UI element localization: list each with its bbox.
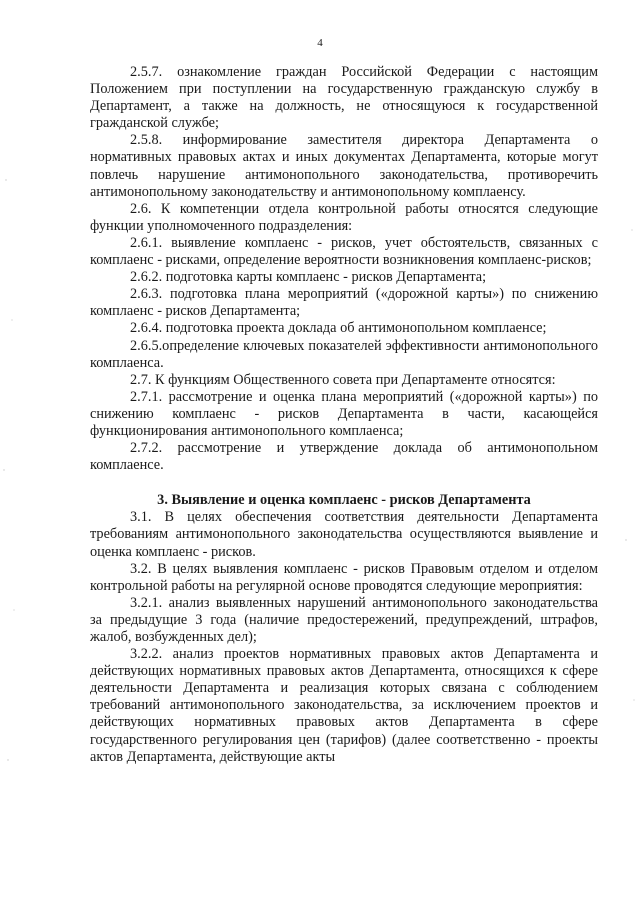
paragraph-2-6-5: 2.6.5.определение ключевых показателей эффективности антимонопольного комплаенса. <box>90 337 598 371</box>
document-body <box>90 64 598 766</box>
paragraph-3-2-2: 3.2.2. анализ проектов нормативных правовых актов Департамента и действующих нормативных правовых актов Департамента, относящихся к сфере деятельности Департамента и реализация которых связана с соблюдением требований антимонопольного законодательства, за исключением проектов и действующих нормативных правовых актов Департамента в сфере государственного регулирования цен (тарифов) (далее соответственно - проекты актов Департамента, действующие акты <box>90 646 598 765</box>
paragraph-2-6-3: 2.6.3. подготовка плана мероприятий («дорожной карты») по снижению комплаенс - рисков Департамента; <box>90 286 598 320</box>
paragraph-2-6-1: 2.6.1. выявление комплаенс - рисков, учет обстоятельств, связанных с комплаенс - рисками, определение вероятности возникновения комплаенс-рисков; <box>90 234 598 269</box>
paragraph-2-7: 2.7. К функциям Общественного совета при Департаменте относятся: <box>130 371 556 388</box>
section-heading: 3. Выявление и оценка комплаенс - рисков Департамента <box>157 492 531 509</box>
paragraph-2-6-4: 2.6.4. подготовка проекта доклада об антимонопольном комплаенсе; <box>130 320 547 337</box>
page-number: 4 <box>317 37 323 49</box>
paragraph-3-2-1: 3.2.1. анализ выявленных нарушений антимонопольного законодательства за предыдущие 3 года (наличие предостережений, предупреждений, штрафов, жалоб, возбужденных дел); <box>90 594 598 645</box>
paragraph-3-1: 3.1. В целях обеспечения соответствия деятельности Департамента требованиям антимонопольного законодательства осуществляются выявление и оценка комплаенс - рисков. <box>90 509 598 560</box>
paragraph-2-6: 2.6. К компетенции отдела контрольной работы относятся следующие функции уполномоченного подразделения: <box>90 200 598 234</box>
paragraph-2-7-2: 2.7.2. рассмотрение и утверждение доклада об антимонопольном комплаенсе. <box>90 440 598 474</box>
paragraph-2-5-7: 2.5.7. ознакомление граждан Российской Федерации с настоящим Положением при поступлении на государственную гражданскую службу в Департамент, а также на должность, не относящуюся к государственной гражданской службе; <box>90 64 598 132</box>
paragraph-2-7-1: 2.7.1. рассмотрение и оценка плана мероприятий («дорожной карты») по снижению комплаенс - рисков Департамента в части, касающейся функционирования антимонопольного комплаенса; <box>90 388 598 439</box>
paragraph-2-6-2: 2.6.2. подготовка карты комплаенс - рисков Департамента; <box>130 269 487 286</box>
paragraph-2-5-8: 2.5.8. информирование заместителя директора Департамента о нормативных правовых актах и иных документах Департамента, которые могут повлечь нарушение антимонопольного законодательства, противоречить антимонопольному законодательству и антимонопольному комплаенсу. <box>90 132 598 200</box>
paragraph-3-2: 3.2. В целях выявления комплаенс - рисков Правовым отделом и отделом контрольной работы на регулярной основе проводятся следующие мероприятия: <box>90 560 598 594</box>
